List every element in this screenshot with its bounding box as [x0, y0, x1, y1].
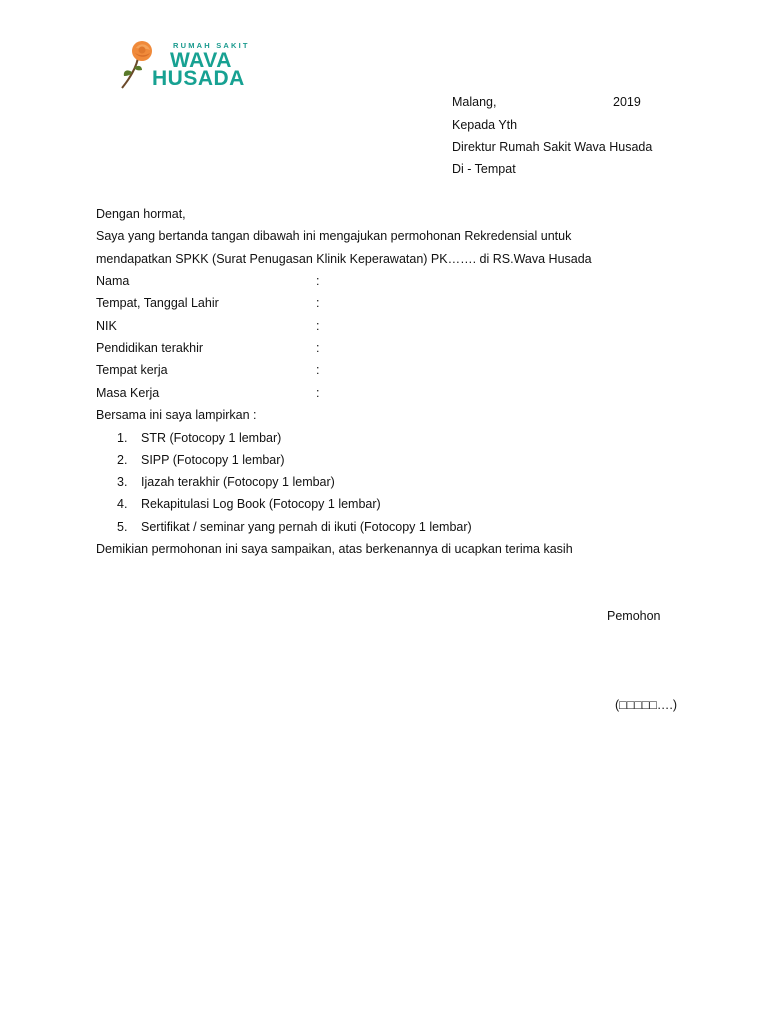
- signature-name-placeholder: (□□□□□….): [615, 698, 678, 712]
- attachment-number: 2.: [117, 453, 128, 467]
- logo-subtitle: RUMAH SAKIT: [173, 41, 250, 50]
- intro-line-1: Saya yang bertanda tangan dibawah ini mengajukan permohonan Rekredensial untuk: [96, 229, 572, 243]
- attachment-item: SIPP (Fotocopy 1 lembar): [141, 453, 285, 467]
- recipient-location: Di - Tempat: [452, 162, 516, 176]
- field-colon: :: [316, 274, 320, 288]
- recipient-name: Direktur Rumah Sakit Wava Husada: [452, 140, 653, 154]
- field-label-nik: NIK: [96, 319, 117, 333]
- attachment-item: Ijazah terakhir (Fotocopy 1 lembar): [141, 475, 335, 489]
- greeting: Dengan hormat,: [96, 207, 186, 221]
- intro-line-2: mendapatkan SPKK (Surat Penugasan Klinik Keperawatan) PK……. di RS.Wava Husada: [96, 252, 592, 266]
- logo-word-husada: HUSADA: [152, 67, 245, 90]
- field-colon: :: [316, 296, 320, 310]
- field-label-ttl: Tempat, Tanggal Lahir: [96, 296, 219, 310]
- signature-role: Pemohon: [607, 609, 661, 623]
- field-label-pendidikan: Pendidikan terakhir: [96, 341, 204, 355]
- field-label-tempat-kerja: Tempat kerja: [96, 363, 168, 377]
- field-label-masa-kerja: Masa Kerja: [96, 386, 160, 400]
- field-colon: :: [316, 386, 320, 400]
- hospital-logo: [118, 38, 278, 90]
- recipient-intro: Kepada Yth: [452, 118, 518, 132]
- attachments-intro: Bersama ini saya lampirkan :: [96, 408, 257, 422]
- attachment-number: 5.: [117, 520, 128, 534]
- field-colon: :: [316, 341, 320, 355]
- attachment-number: 3.: [117, 475, 128, 489]
- attachment-item: Rekapitulasi Log Book (Fotocopy 1 lembar): [141, 497, 381, 511]
- letter-year: 2019: [613, 95, 641, 109]
- field-colon: :: [316, 319, 320, 333]
- attachment-item: STR (Fotocopy 1 lembar): [141, 431, 282, 445]
- closing-sentence: Demikian permohonan ini saya sampaikan, atas berkenannya di ucapkan terima kasih: [96, 542, 573, 556]
- letter-city: Malang,: [452, 95, 497, 109]
- field-colon: :: [316, 363, 320, 377]
- attachment-number: 4.: [117, 497, 128, 511]
- field-label-nama: Nama: [96, 274, 130, 288]
- attachment-number: 1.: [117, 431, 128, 445]
- attachment-item: Sertifikat / seminar yang pernah di ikuti (Fotocopy 1 lembar): [141, 520, 472, 534]
- logo-word-wava: WAVA: [170, 49, 232, 72]
